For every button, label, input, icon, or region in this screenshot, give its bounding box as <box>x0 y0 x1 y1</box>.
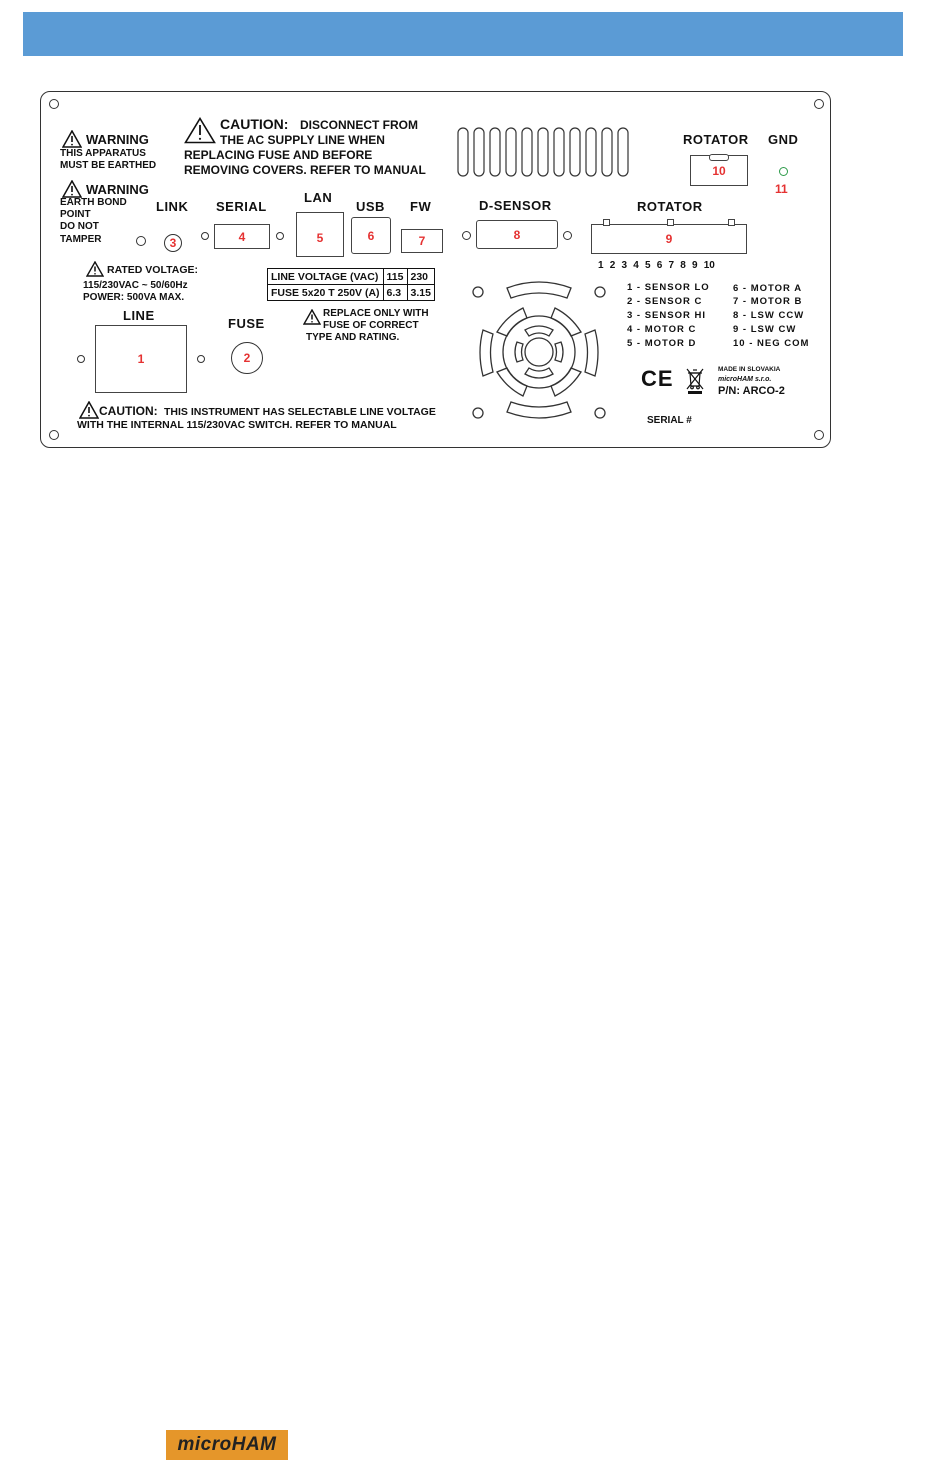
usb-label: USB <box>356 199 385 214</box>
port-number: 9 <box>665 232 673 246</box>
replace-note: TYPE AND RATING. <box>306 332 400 343</box>
pin-number: 10 <box>703 260 715 271</box>
mounting-hole <box>814 430 824 440</box>
caution-text: THE AC SUPPLY LINE WHEN <box>220 133 385 147</box>
pinout-item: 7 - MOTOR B <box>733 296 803 307</box>
serial-port <box>214 224 270 249</box>
gnd-terminal <box>779 167 788 176</box>
port-number: 1 <box>137 352 145 366</box>
table-cell: LINE VOLTAGE (VAC) <box>268 269 384 285</box>
table-row <box>268 285 435 301</box>
pinout-item: 5 - MOTOR D <box>627 338 697 349</box>
pinout-item: 6 - MOTOR A <box>733 283 803 294</box>
warning-triangle-icon <box>303 309 321 325</box>
serial-label: SERIAL <box>216 199 267 214</box>
table-cell: 115 <box>383 269 407 285</box>
microham-logo <box>166 1430 288 1460</box>
replace-note: FUSE OF CORRECT <box>323 320 419 331</box>
warning-text: DO NOT <box>60 221 99 232</box>
caution-title: CAUTION: <box>99 404 158 418</box>
warning-triangle-icon <box>62 130 82 148</box>
dsensor-connector <box>476 220 558 249</box>
caution-text: DISCONNECT FROM <box>300 118 418 132</box>
pin-number: 1 <box>598 260 604 271</box>
line-power-inlet <box>95 325 187 393</box>
mounting-hole <box>462 231 471 240</box>
usb-port <box>351 217 391 254</box>
warning-text: MUST BE EARTHED <box>60 160 157 171</box>
caution-triangle-icon <box>184 117 216 144</box>
pinout-item: 4 - MOTOR C <box>627 324 697 335</box>
port-number: 3 <box>169 236 177 250</box>
pinout-item: 9 - LSW CW <box>733 324 797 335</box>
connector-latch <box>667 219 674 226</box>
pinout-item: 8 - LSW CCW <box>733 310 805 321</box>
port-number: 4 <box>238 229 246 244</box>
table-cell: 6.3 <box>383 285 407 301</box>
mounting-hole <box>197 355 205 363</box>
caution-text: THIS INSTRUMENT HAS SELECTABLE LINE VOLTAGE <box>164 406 436 418</box>
header-bar <box>23 12 903 56</box>
mounting-hole <box>814 99 824 109</box>
pin-number-row <box>598 261 715 271</box>
mounting-hole <box>276 232 284 240</box>
caution-text: REMOVING COVERS. REFER TO MANUAL <box>184 163 426 177</box>
made-in-text: MADE IN SLOVAKIA <box>718 366 781 373</box>
pin-number: 3 <box>621 260 628 271</box>
fw-label: FW <box>410 199 432 214</box>
warning-text: THIS APPARATUS <box>60 148 146 159</box>
port-number: 11 <box>775 182 788 196</box>
pin-number: 9 <box>692 260 698 271</box>
fw-port <box>401 229 443 253</box>
mounting-hole <box>77 355 85 363</box>
pinout-item: 3 - SENSOR HI <box>627 310 706 321</box>
fan-grille <box>467 272 613 428</box>
warning-triangle-icon <box>79 401 99 419</box>
connector-latch <box>728 219 735 226</box>
rated-voltage-text: 115/230VAC ~ 50/60Hz <box>83 280 188 291</box>
pinout-item: 1 - SENSOR LO <box>627 282 710 293</box>
pin-number: 8 <box>680 260 686 271</box>
part-number-text: P/N: ARCO-2 <box>718 385 785 397</box>
pin-number: 2 <box>609 260 616 271</box>
rated-voltage-text: POWER: 500VA MAX. <box>83 292 185 303</box>
mounting-hole <box>563 231 572 240</box>
port-number: 7 <box>418 234 426 248</box>
mounting-hole <box>49 99 59 109</box>
fuse-label: FUSE <box>228 316 265 331</box>
port-number: 6 <box>367 228 375 243</box>
ce-mark: CE <box>641 366 674 391</box>
warning-text: TAMPER <box>60 234 102 245</box>
pinout-item: 2 - SENSOR C <box>627 296 703 307</box>
link-jack <box>164 234 182 252</box>
lan-port <box>296 212 344 257</box>
caution-text: REPLACING FUSE AND BEFORE <box>184 148 373 162</box>
fuse-holder <box>231 342 263 374</box>
port-number: 5 <box>316 230 324 245</box>
mounting-hole <box>49 430 59 440</box>
warning-triangle-icon <box>62 180 82 198</box>
warning-text: EARTH BOND <box>60 197 127 208</box>
replace-note: REPLACE ONLY WITH <box>323 308 429 319</box>
port-number: 8 <box>513 227 521 242</box>
caution-title: CAUTION: <box>220 116 289 132</box>
warning-triangle-icon <box>86 261 104 277</box>
mounting-hole <box>136 236 146 246</box>
pin-number: 4 <box>633 260 639 271</box>
pin-number: 5 <box>645 260 651 271</box>
company-text: microHAM s.r.o. <box>718 376 772 383</box>
warning-title: WARNING <box>86 132 149 147</box>
table-cell: 3.15 <box>407 285 434 301</box>
rated-voltage-title: RATED VOLTAGE: <box>107 264 198 276</box>
pinout-item: 10 - NEG COM <box>733 338 810 349</box>
lan-label: LAN <box>304 190 333 205</box>
table-cell: 230 <box>407 269 434 285</box>
logo-text: microHAM <box>177 1434 277 1455</box>
connector-latch <box>603 219 610 226</box>
table-row <box>268 269 435 285</box>
link-label: LINK <box>156 199 189 214</box>
table-cell: FUSE 5x20 T 250V (A) <box>268 285 384 301</box>
pin-number: 6 <box>656 260 663 271</box>
fuse-rating-table <box>267 268 435 301</box>
rotator-connector-9 <box>591 224 747 254</box>
port-number: 2 <box>243 351 251 365</box>
rotator-top-label: ROTATOR <box>683 132 749 147</box>
port-number: 10 <box>712 163 726 178</box>
serial-number-label: SERIAL # <box>647 415 692 426</box>
gnd-label: GND <box>768 132 799 147</box>
weee-bin-icon <box>685 367 705 395</box>
warning-text: POINT <box>60 209 91 220</box>
mounting-hole <box>201 232 209 240</box>
line-label: LINE <box>123 308 155 323</box>
pin-number: 7 <box>668 260 675 271</box>
dsensor-label: D-SENSOR <box>479 198 552 213</box>
connector-latch <box>709 154 729 161</box>
caution-text: WITH THE INTERNAL 115/230VAC SWITCH. REFER TO MANUAL <box>77 419 397 431</box>
warning-title: WARNING <box>86 182 149 197</box>
vent-slots <box>455 126 635 178</box>
rotator-label: ROTATOR <box>637 199 703 214</box>
